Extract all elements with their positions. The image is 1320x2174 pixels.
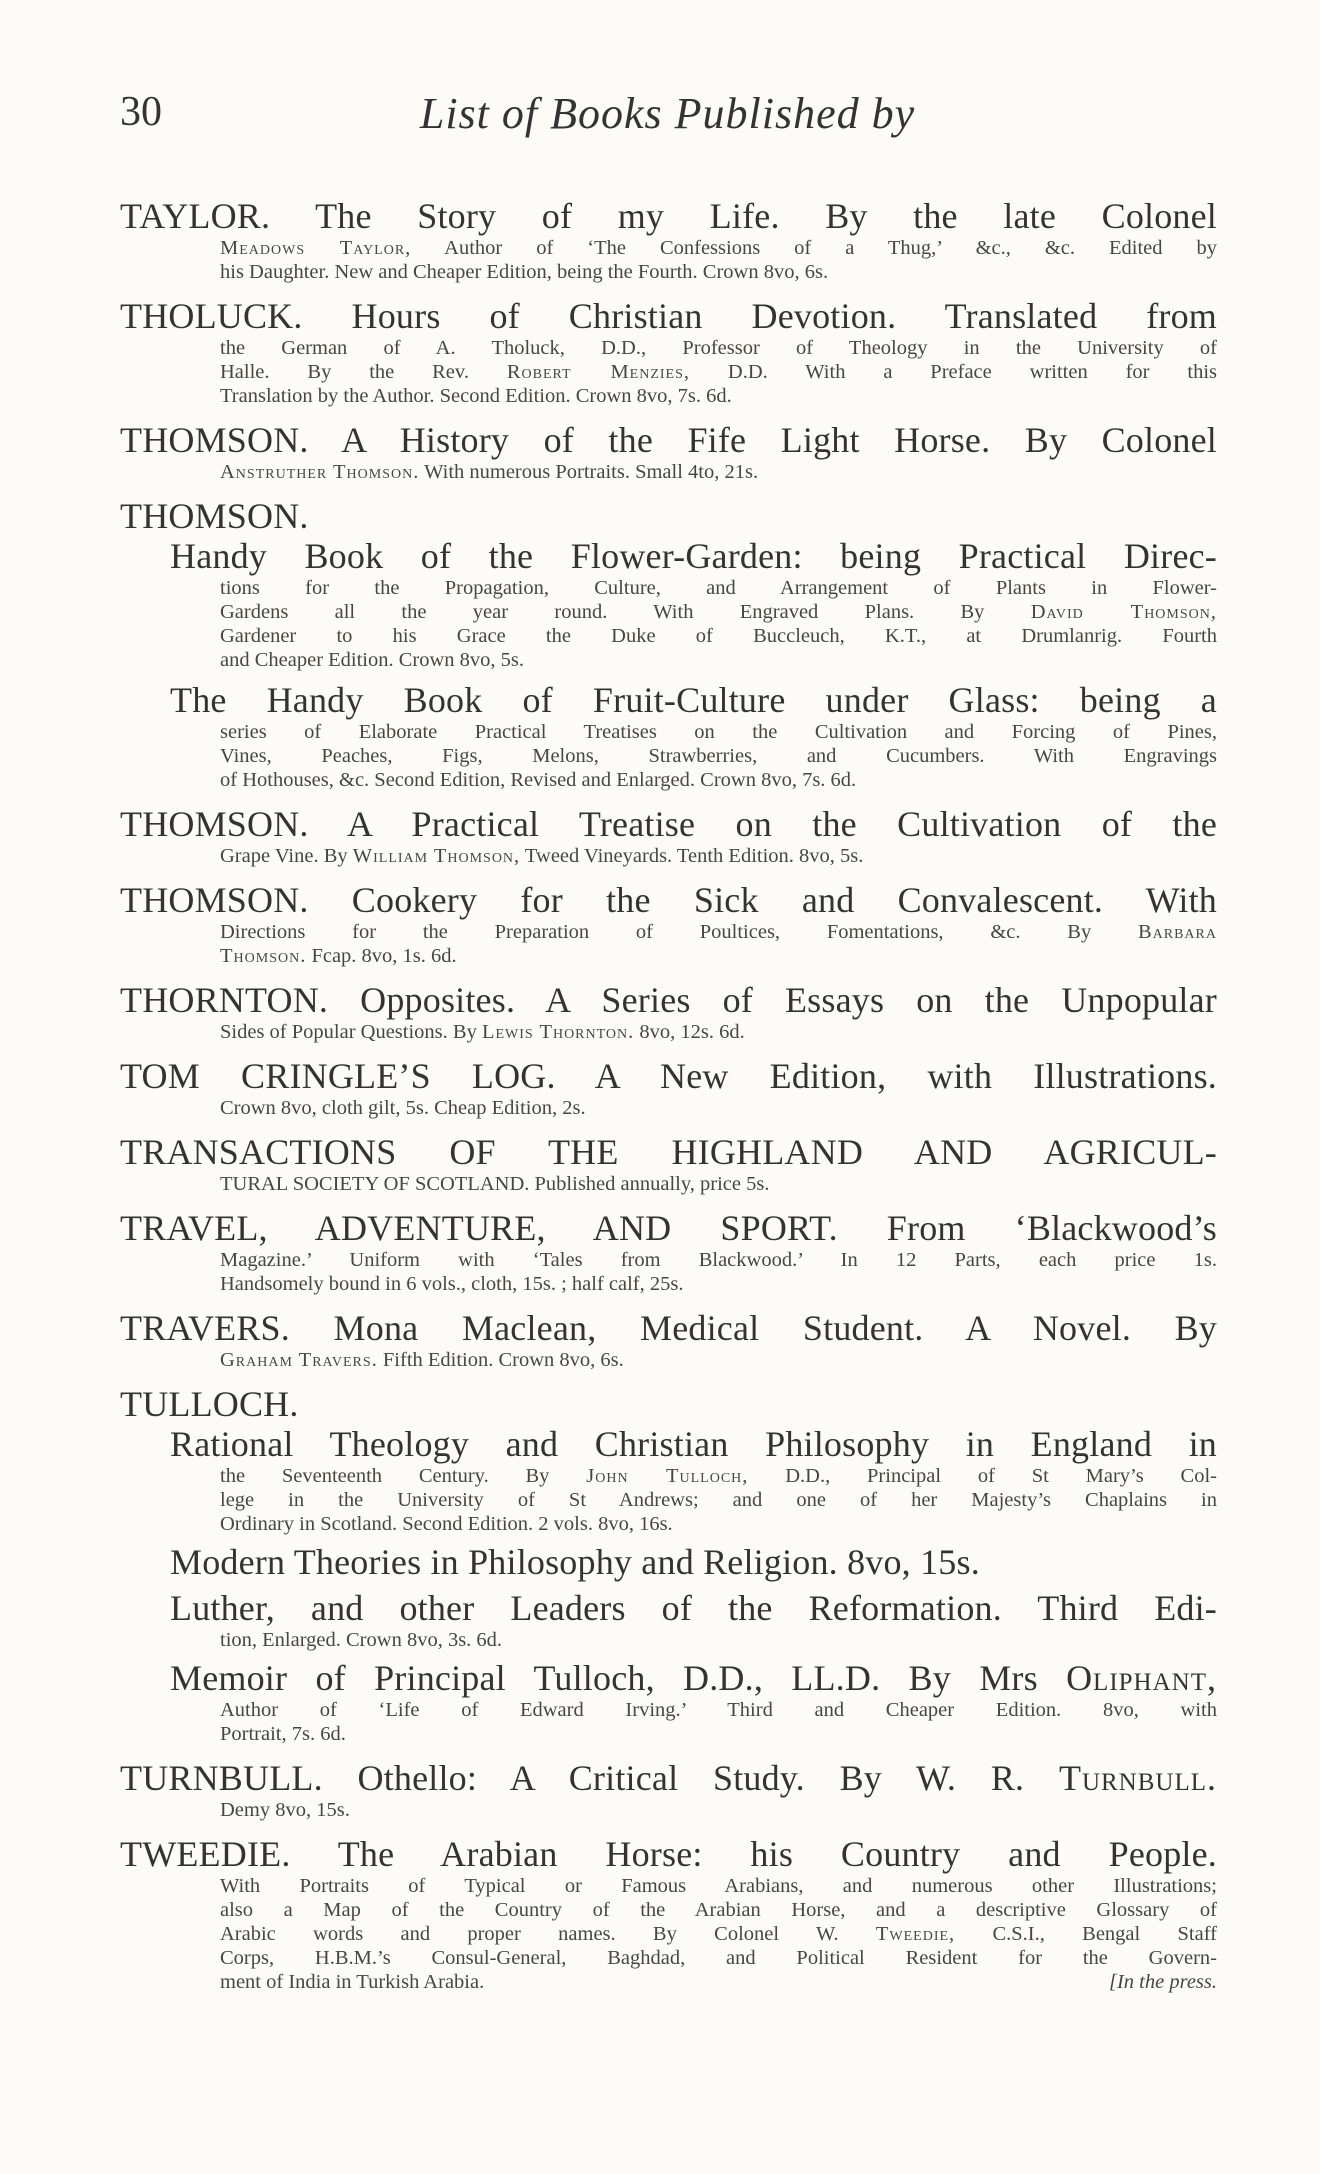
description-text: Gardens all the year round. With Engraved Plans. By [220, 601, 1031, 623]
entry-description: of Hothouses, &c. Second Edition, Revised and Enlarged. Crown 8vo, 7s. 6d. [220, 769, 857, 791]
description-text: Fifth Edition. Crown 8vo, 6s. [377, 1349, 624, 1371]
entry-description: Demy 8vo, 15s. [220, 1799, 350, 1821]
sub-work [170, 1588, 1217, 1652]
sub-work [170, 680, 1217, 792]
running-head [120, 88, 1215, 138]
entry-description: Corps, H.B.M.’s Consul-General, Baghdad, and Political Resident for the Govern- [220, 1947, 1217, 1969]
work-title: The Handy Book of Fruit-Culture under Glass: being a [170, 680, 1217, 720]
entry-description: his Daughter. New and Cheaper Edition, being the Fourth. Crown 8vo, 6s. [220, 261, 829, 283]
entry-thomson-fife [120, 420, 1217, 484]
entry-thornton [120, 980, 1217, 1044]
description-text: Fcap. 8vo, 1s. 6d. [306, 945, 457, 967]
entry-description: Vines, Peaches, Figs, Melons, Strawberries, and Cucumbers. With Engravings [220, 745, 1217, 767]
entry-description: Ordinary in Scotland. Second Edition. 2 vols. 8vo, 16s. [220, 1513, 673, 1535]
author-name: Robert Menzies, [506, 361, 691, 383]
author-name: Tweedie, [875, 1923, 956, 1945]
entry-travel [120, 1208, 1217, 1296]
description-text: C.S.I., Bengal Staff [955, 1923, 1217, 1945]
entry-thomson-garden [120, 496, 1217, 792]
entry-description [220, 236, 1217, 260]
entry-description: also a Map of the Country of the Arabian Horse, and a descriptive Glossary of [220, 1899, 1217, 1921]
author-name: Turnbull. [1058, 1758, 1217, 1798]
description-text: D.D. With a Preface written for this [690, 361, 1217, 383]
entry-description: and Cheaper Edition. Crown 8vo, 5s. [220, 649, 525, 671]
entry-travers [120, 1308, 1217, 1372]
author-name: Thomson. [220, 945, 307, 967]
entry-description [220, 944, 1217, 968]
author-name: Graham Travers. [220, 1349, 378, 1371]
entry-thomson-grape [120, 804, 1217, 868]
entry-description: series of Elaborate Practical Treatises on the Cultivation and Forcing of Pines, [220, 721, 1217, 743]
page-number: 30 [120, 89, 162, 135]
author-name: Barbara [1137, 921, 1217, 943]
entry-tulloch [120, 1384, 1217, 1746]
description-text: Sides of Popular Questions. By [220, 1021, 482, 1043]
entry-description: Handsomely bound in 6 vols., cloth, 15s. ; half calf, 25s. [220, 1273, 684, 1295]
work-title [170, 1658, 1217, 1698]
author-name: Lewis Thornton. [481, 1021, 635, 1043]
author-name: Meadows Taylor, [220, 237, 412, 259]
entry-tom-cringle [120, 1056, 1217, 1120]
entry-description: lege in the University of St Andrews; and one of her Majesty’s Chaplains in [220, 1489, 1217, 1511]
entry-heading: THORNTON. Opposites. A Series of Essays on the Unpopular [120, 980, 1217, 1020]
entry-description: the German of A. Tholuck, D.D., Professor of Theology in the University of [220, 337, 1217, 359]
entry-description: TURAL SOCIETY OF SCOTLAND. Published annually, price 5s. [220, 1173, 770, 1195]
entry-description [220, 600, 1217, 624]
entry-description: With Portraits of Typical or Famous Arabians, and numerous other Illustrations; [220, 1875, 1217, 1897]
description-text: Grape Vine. By [220, 845, 353, 867]
description-text: Tweed Vineyards. Tenth Edition. 8vo, 5s. [520, 845, 864, 867]
entry-heading: THOMSON. [120, 496, 309, 536]
entry-heading [120, 1758, 1217, 1798]
entry-description [220, 460, 1217, 484]
entry-heading: TRAVERS. Mona Maclean, Medical Student. A Novel. By [120, 1308, 1217, 1348]
description-text: the Seventeenth Century. By [220, 1465, 587, 1487]
entry-heading: THOMSON. A History of the Fife Light Horse. By Colonel [120, 420, 1217, 460]
description-text: Halle. By the Rev. [220, 361, 507, 383]
book-list [120, 196, 1217, 2006]
entry-heading: THOMSON. Cookery for the Sick and Convalescent. With [120, 880, 1217, 920]
work-title-text: Memoir of Principal Tulloch, D.D., LL.D. By Mrs [170, 1658, 1067, 1698]
author-name: Anstruther Thomson. [220, 461, 420, 483]
entry-description: Portrait, 7s. 6d. [220, 1723, 346, 1745]
heading-text: TURNBULL. Othello: A Critical Study. By W. R. [120, 1758, 1059, 1798]
description-text: Directions for the Preparation of Poultices, Fomentations, &c. By [220, 921, 1138, 943]
description-text: Author of ‘The Confessions of a Thug,’ &c., &c. Edited by [411, 237, 1218, 259]
author-name: William Thomson, [352, 845, 521, 867]
entry-heading: TRANSACTIONS OF THE HIGHLAND AND AGRICUL- [120, 1132, 1217, 1172]
running-title: List of Books Published by [419, 89, 916, 138]
entry-description: Crown 8vo, cloth gilt, 5s. Cheap Edition, 2s. [220, 1097, 586, 1119]
entry-turnbull [120, 1758, 1217, 1822]
description-text: D.D., Principal of St Mary’s Col- [748, 1465, 1217, 1487]
entry-description: tion, Enlarged. Crown 8vo, 3s. 6d. [220, 1629, 503, 1651]
entry-heading: TRAVEL, ADVENTURE, AND SPORT. From ‘Blackwood’s [120, 1208, 1217, 1248]
entry-heading: TOM CRINGLE’S LOG. A New Edition, with Illustrations. [120, 1056, 1217, 1096]
work-title: Modern Theories in Philosophy and Religion. 8vo, 15s. [170, 1542, 980, 1582]
sub-work [170, 536, 1217, 672]
entry-description [220, 1922, 1217, 1946]
entry-taylor [120, 196, 1217, 284]
entry-heading: THOMSON. A Practical Treatise on the Cultivation of the [120, 804, 1217, 844]
entry-description: Gardener to his Grace the Duke of Buccleuch, K.T., at Drumlanrig. Fourth [220, 625, 1217, 647]
entry-description [220, 360, 1217, 384]
work-title: Handy Book of the Flower-Garden: being Practical Direc- [170, 536, 1217, 576]
entry-description [220, 844, 1217, 868]
entry-description: Magazine.’ Uniform with ‘Tales from Blackwood.’ In 12 Parts, each price 1s. [220, 1249, 1217, 1271]
entry-description [220, 1464, 1217, 1488]
entry-transactions [120, 1132, 1217, 1196]
entry-heading: TAYLOR. The Story of my Life. By the late Colonel [120, 196, 1217, 236]
description-text: With numerous Portraits. Small 4to, 21s. [419, 461, 759, 483]
entry-tholuck [120, 296, 1217, 408]
description-text: Arabic words and proper names. By Colonel W. [220, 1923, 876, 1945]
entry-description: tions for the Propagation, Culture, and Arrangement of Plants in Flower- [220, 577, 1217, 599]
entry-heading: TULLOCH. [120, 1384, 299, 1424]
press-note: [In the press. [1109, 1971, 1217, 1993]
entry-description [220, 920, 1217, 944]
entry-description [220, 1970, 1217, 1994]
sub-work [170, 1658, 1217, 1746]
sub-work [170, 1424, 1217, 1536]
entry-description: Author of ‘Life of Edward Irving.’ Third and Cheaper Edition. 8vo, with [220, 1699, 1217, 1721]
work-title: Luther, and other Leaders of the Reformation. Third Edi- [170, 1588, 1217, 1628]
entry-tweedie [120, 1834, 1217, 1994]
description-text: 8vo, 12s. 6d. [634, 1021, 745, 1043]
entry-thomson-cookery [120, 880, 1217, 968]
entry-description [220, 1020, 1217, 1044]
sub-work [170, 1542, 1217, 1582]
entry-description: Translation by the Author. Second Edition. Crown 8vo, 7s. 6d. [220, 385, 732, 407]
author-name: John Tulloch, [586, 1465, 749, 1487]
author-name: David Thomson, [1030, 601, 1217, 623]
entry-heading: TWEEDIE. The Arabian Horse: his Country and People. [120, 1834, 1217, 1874]
entry-heading: THOLUCK. Hours of Christian Devotion. Translated from [120, 296, 1217, 336]
description-text: ment of India in Turkish Arabia. [220, 1971, 485, 1993]
author-name: Oliphant, [1066, 1658, 1217, 1698]
work-title: Rational Theology and Christian Philosophy in England in [170, 1424, 1217, 1464]
entry-description [220, 1348, 1217, 1372]
